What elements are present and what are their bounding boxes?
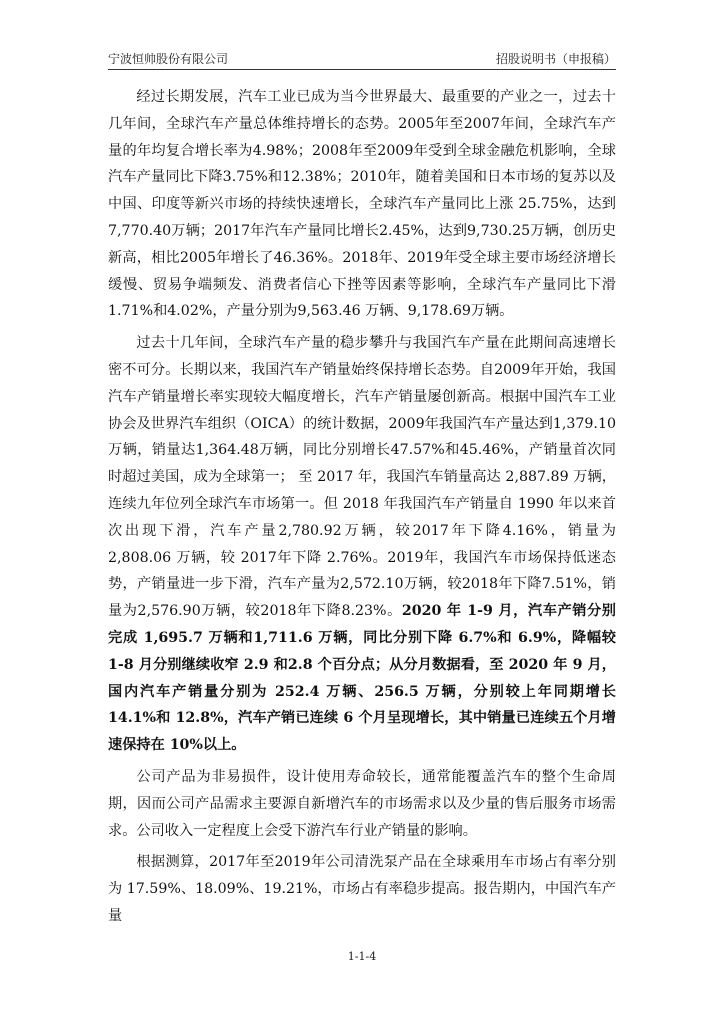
paragraph-global-production: 经过长期发展，汽车工业已成为当今世界最大、最重要的产业之一，过去十几年间，全球汽车产量总体维持增长的态势。2005年至2007年间，全球汽车产量的年均复合增长率为4.98%；2008年至2009年受到全球金融危机影响，全球汽车产量同比下降3.75%和12.38%；2010年，随着美国和日本市场的复苏以及中国、印度等新兴市场的持续快速增长，全球汽车产量同比上涨 25.75%，达到7,770.40万辆；2017年汽车产量同比增长2.45%，达到9,730.25万辆，创历史新高，相比2005年增长了46.36%。2018年、2019年受全球主要市场经济增长缓慢、贸易争端频发、消费者信心下挫等因素等影响，全球汽车产量同比下滑 1.71%和4.02%，产量分别为9,563.46 万辆、9,178.69万辆。: [108, 89, 616, 320]
header-divider: [108, 69, 616, 70]
paragraph-china-bold: 2020 年 1-9 月，汽车产销分别完成 1,695.7 万辆和1,711.6 万辆，同比分别下降 6.7%和 6.9%，降幅较 1-8 月分别继续收窄 2.9 和2.8 个百分点；从分月数据看，至 2020 年 9 月，国内汽车产销量分别为 252.4 万辆、256.5 万辆，分别较上年同期增长 14.1%和 12.8%，汽车产销已连续 6 个月呈现增长，其中销量已连续五个月增速保持在 10%以上。: [108, 603, 616, 754]
page-header: [108, 50, 616, 68]
paragraph-china-text: 过去十几年间，全球汽车产量的稳步攀升与我国汽车产量在此期间高速增长密不可分。长期以来，我国汽车产销量始终保持增长态势。自2009年开始，我国汽车产销量增长率实现较大幅度增长，汽车产销量屡创新高。根据中国汽车工业协会及世界汽车组织（OICA）的统计数据，2009年我国汽车产量达到1,379.10万辆，销量达1,364.48万辆，同比分别增长47.57%和45.46%，产销量首次同时超过美国，成为全球第一； 至 2017 年，我国汽车销量高达 2,887.89 万辆，连续九年位列全球汽车市场第一。但 2018 年我国汽车产销量自 1990 年以来首次出现下滑，汽车产量2,780.92万辆，较2017年下降4.16%，销量为 2,808.06 万辆，较 2017年下降 2.76%。2019年，我国汽车市场保持低迷态势，产销量进一步下滑，汽车产量为2,572.10万辆，较2018年下降7.51%，销量为2,576.90万辆，较2018年下降8.23%。: [108, 335, 616, 620]
paragraph-product-demand: 公司产品为非易损件，设计使用寿命较长，通常能覆盖汽车的整个生命周期，因而公司产品需求主要源自新增汽车的市场需求以及少量的售后服务市场需求。公司收入一定程度上会受下游汽车行业产销量的影响。: [108, 768, 616, 839]
document-body: [108, 84, 616, 930]
page-number: 1-1-4: [347, 950, 377, 963]
paragraph-market-share: 根据测算，2017年至2019年公司清洗泵产品在全球乘用车市场占有率分别为 17.59%、18.09%、19.21%，市场占有率稳步提高。报告期内，中国汽车产量: [108, 854, 616, 924]
paragraph-china-production: [108, 330, 616, 759]
company-name: 宁波恒帅股份有限公司: [108, 52, 229, 66]
document-title: 招股说明书（申报稿）: [495, 52, 616, 66]
